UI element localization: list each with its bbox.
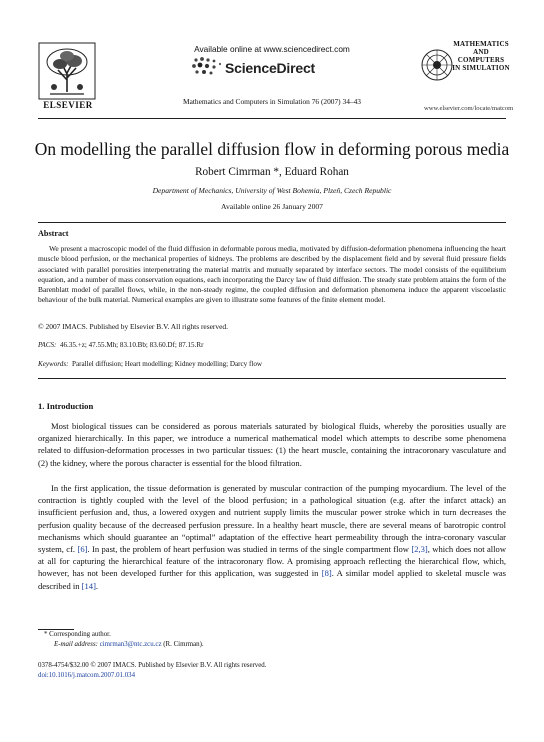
keywords-label: Keywords: [38, 360, 69, 368]
citation-link-6[interactable]: [6] [77, 544, 88, 555]
corresponding-author-note: * Corresponding author. [44, 631, 111, 638]
intro-paragraph-2 [38, 482, 506, 592]
journal-logo-line-4: IN SIMULATION [452, 64, 510, 72]
pacs-codes [38, 341, 506, 349]
abstract-copyright: © 2007 IMACS. Published by Elsevier B.V. All rights reserved. [38, 322, 228, 331]
intro-p2-text-a: In the first application, the tissue deformation is generated by muscular contraction of the pumping myocardium. The level of the contraction is tightly coupled with the level of the blood perfusion; in a pathological situation (e.g. after the infarct attack) an insufficient perfusion and, thus, a lowered oxygen and nutrient supply limits the muscular power stroke which in turn decreases the perfusion quality because of the decreased perfusion pressure. In a healthy heart muscle, there are several means of barotropic control mechanisms which should guarantee an “optimal” adaptation of the effective heart permeability through the intra-coronary vascular system, cf. [38, 483, 506, 555]
abstract-divider [38, 378, 506, 379]
citation-link-8[interactable]: [8] [321, 568, 332, 579]
pacs-values: 46.35.+z; 47.55.Mh; 83.10.Bb; 83.60.Df; 87.15.Rr [59, 341, 204, 349]
available-online-date: Available online 26 January 2007 [221, 202, 323, 211]
journal-url-link[interactable]: www.elsevier.com/locate/matcom [424, 105, 514, 112]
issn-line: 0378-4754/$32.00 © 2007 IMACS. Published by Elsevier B.V. All rights reserved. [38, 662, 267, 669]
email-link[interactable]: cimrman3@ntc.zcu.cz [99, 641, 162, 648]
citation-link-14[interactable]: [14] [81, 580, 96, 591]
keywords [38, 360, 506, 368]
sciencedirect-dots-icon [190, 56, 226, 78]
intro-paragraph-1: Most biological tissues can be considered as porous materials saturated by biological fluids, whereby the porosities usually are organized hierarchically. In this paper, we introduce a numerical mathematical model which attempts to describe some phenomena related to diffusion-deformation processes in two particular tissues: (1) the heart muscle, containing the intracoronary vasculature and (2) the kidney, where the porous character is essential for the blood filtration. [38, 421, 506, 468]
intro-p2-text-b: . In past, the problem of heart perfusion was studied in terms of the single compartment flow [87, 544, 412, 555]
intro-p2-text-d: . A similar model applied to skeletal muscle was described in [38, 568, 506, 591]
journal-reference: Mathematics and Computers in Simulation 76 (2007) 34–43 [183, 97, 361, 106]
journal-logo-line-3: COMPUTERS [457, 56, 505, 64]
section-heading-introduction: 1. Introduction [38, 401, 94, 411]
elsevier-tree-logo-icon [38, 42, 96, 100]
intro-p2-text-e: . [95, 580, 99, 591]
journal-logo-line-1: MATHEMATICS [453, 40, 509, 48]
footnote-divider [38, 629, 74, 630]
header-divider [38, 118, 506, 119]
affiliation: Department of Mechanics, University of West Bohemia, Plzeň, Czech Republic [152, 186, 392, 195]
sciencedirect-brand: ScienceDirect [225, 60, 316, 76]
keywords-values: Parallel diffusion; Heart modelling; Kidney modelling; Darcy flow [72, 360, 263, 368]
pacs-label: PACS: [38, 341, 57, 349]
abstract-heading: Abstract [38, 229, 69, 238]
paper-title: On modelling the parallel diffusion flow in deforming porous media [34, 139, 510, 159]
intro-p2-text-c: , which does not allow at all for capturing the hierarchical feature of the intracoronary flow. A promising approach reflecting the hierarchical flow, which, however, has not been developed further for this application, was suggested in [38, 544, 506, 579]
title-divider [38, 222, 506, 223]
abstract-text: We present a macroscopic model of the fluid diffusion in deformable porous media, motivated by diffusion-deformation phenomena influencing the heart muscle blood perfusion, or the mechanical properties of kidneys. The problems are described by the displacement field and by several fluid pressure fields associated with parallel porosities interpenetrating the material matrix and mutually separated by interface sectors. The model consists of the equilibrium equation, and a number of mass conservation equations, each incorporating the Darcy law of fluid diffusion. The steady state problem attains the form of the Barenblatt model of parallel flows, while, in the non-steady regime, the coupled diffusion and deformation phenomena induce the apparent viscoelastic behaviour of the bulk material. Numerical examples are given to illustrate some features of the finite element model. [38, 244, 506, 305]
journal-logo-title [446, 40, 516, 72]
available-online-text: Available online at www.sciencedirect.com [194, 44, 350, 54]
email-label: E-mail address: [54, 641, 98, 648]
citation-link-2-3[interactable]: [2,3] [411, 544, 428, 555]
doi-link[interactable]: doi:10.1016/j.matcom.2007.01.034 [38, 672, 136, 679]
email-suffix: (R. Cimrman). [161, 641, 204, 648]
journal-logo-line-2: AND [473, 48, 489, 56]
publisher-name: ELSEVIER [43, 100, 93, 110]
author-list: Robert Cimrman *, Eduard Rohan [195, 166, 349, 178]
email-footnote [54, 641, 204, 648]
